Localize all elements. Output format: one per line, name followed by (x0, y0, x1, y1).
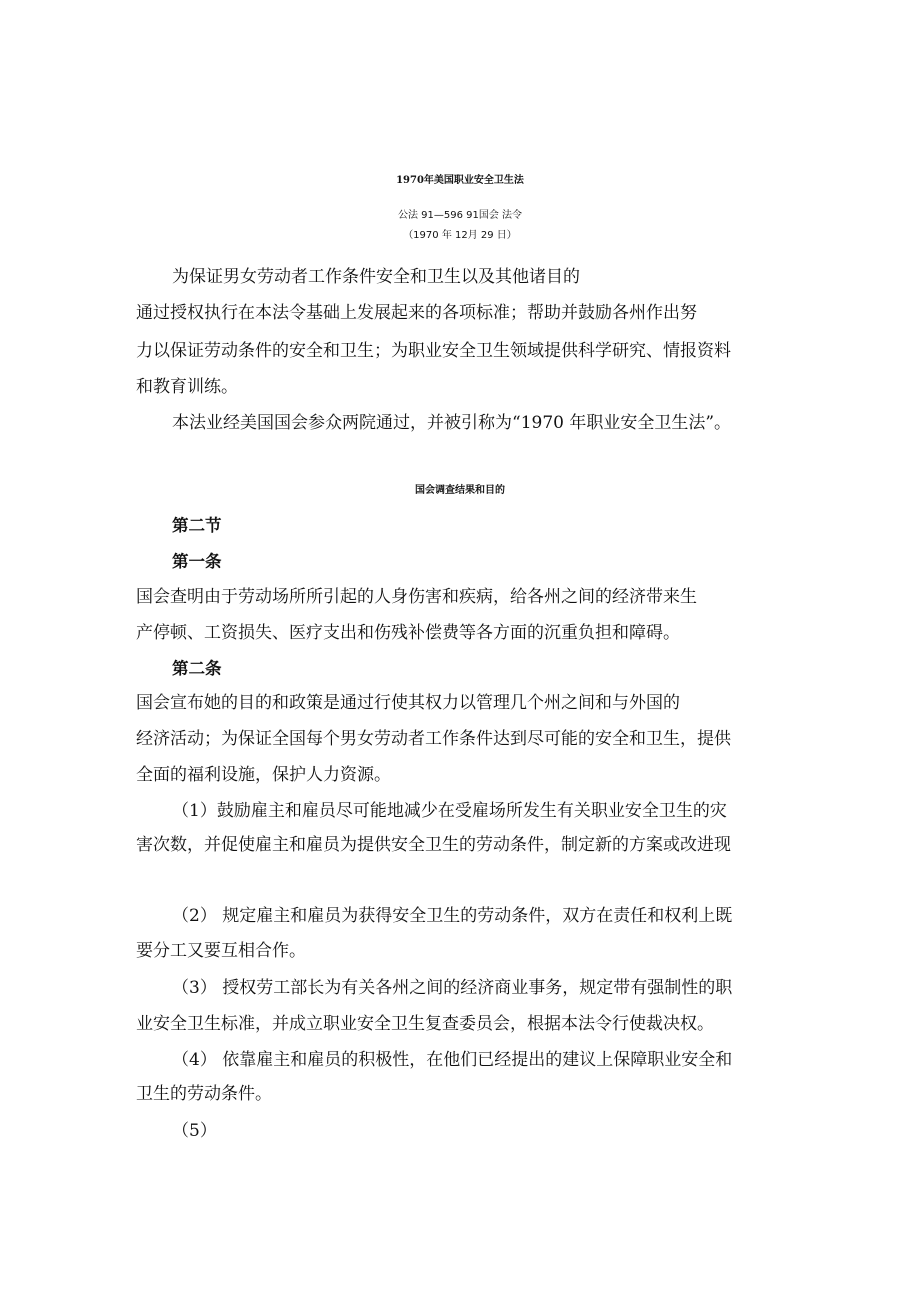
intro-line: 和教育训练。 (136, 377, 238, 397)
section-label: 第二节 (172, 516, 222, 535)
article-line: 国会查明由于劳动场所所引起的人身伤害和疾病，给各州之间的经济带来生 (136, 587, 697, 607)
section-heading: 国会调查结果和目的 (415, 485, 505, 496)
list-item: （3） 授权劳工部长为有关各州之间的经济商业事务，规定带有强制性的职 (172, 978, 733, 998)
article-label: 第二条 (172, 659, 222, 678)
article-line: 产停顿、工资损失、医疗支出和伤残补偿费等各方面的沉重负担和障碍。 (136, 623, 680, 643)
article-line: 国会宣布她的目的和政策是通过行使其权力以管理几个州之间和与外国的 (136, 693, 680, 713)
intro-line: 为保证男女劳动者工作条件安全和卫生以及其他诸目的 (172, 267, 580, 287)
document-title: 1970年美国职业安全卫生法 (396, 175, 524, 186)
list-item: （2） 规定雇主和雇员为获得安全卫生的劳动条件，双方在责任和权利上既 (172, 906, 733, 926)
intro-line: 通过授权执行在本法令基础上发展起来的各项标准；帮助并鼓励各州作出努 (136, 303, 697, 323)
article-label: 第一条 (172, 552, 222, 571)
intro-line: 本法业经美国国会参众两院通过，并被引称为“1970 年职业安全卫生法”。 (172, 413, 732, 433)
list-item: 卫生的劳动条件。 (136, 1084, 272, 1104)
list-item: 要分工又要互相合作。 (136, 941, 306, 961)
article-line: 经济活动；为保证全国每个男女劳动者工作条件达到尽可能的安全和卫生，提供 (136, 729, 731, 749)
list-item: （1）鼓励雇主和雇员尽可能地减少在受雇场所发生有关职业安全卫生的灾 (172, 801, 727, 821)
list-item: （5） (172, 1121, 217, 1141)
document-date: （1970 年 12月 29 日） (403, 230, 517, 241)
document-subtitle: 公法 91—596 91国会 法令 (397, 210, 523, 221)
list-item: 业安全卫生标准，并成立职业安全卫生复查委员会，根据本法令行使裁决权。 (136, 1014, 714, 1034)
list-item: 害次数，并促使雇主和雇员为提供安全卫生的劳动条件，制定新的方案或改进现 (136, 835, 731, 855)
article-line: 全面的福利设施，保护人力资源。 (136, 765, 391, 785)
intro-line: 力以保证劳动条件的安全和卫生；为职业安全卫生领域提供科学研究、情报资料 (136, 341, 731, 361)
list-item: （4） 依靠雇主和雇员的积极性，在他们已经提出的建议上保障职业安全和 (172, 1050, 733, 1070)
